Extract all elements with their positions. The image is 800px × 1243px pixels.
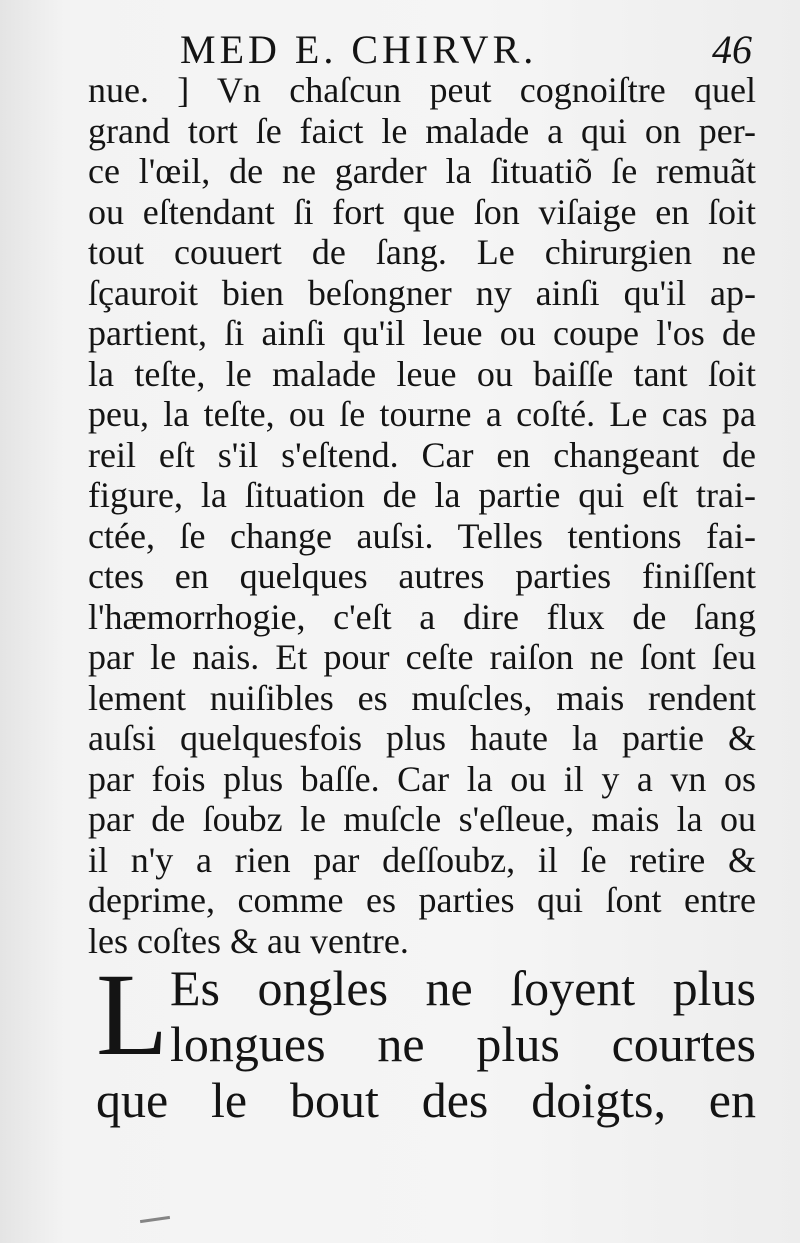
page-number: 46 (712, 27, 752, 72)
text-line: deprime, comme es parties qui ſont entre (88, 880, 756, 920)
text-line: ctée, ſe change auſsi. Telles tentions fai- (88, 515, 756, 556)
section-line: que le bout des doigts, en (96, 1072, 756, 1128)
text-line: tout couuert de ſang. Le chirurgien ne (88, 232, 756, 272)
text-line: ſçauroit bien beſongner ny ainſi qu'il ap- (88, 272, 756, 313)
section-text (96, 960, 756, 1128)
text-line: par le nais. Et pour ceſte raiſon ne ſont ſeu (88, 637, 756, 677)
section-line: Es ongles ne ſoyent plus (170, 960, 756, 1016)
text-line: auſsi quelquesfois plus haute la partie & (88, 718, 756, 758)
text-line-last: les coſtes & au ventre. (88, 920, 409, 961)
text-line: lement nuiſibles es muſcles, mais rendent (88, 677, 756, 718)
text-line: la teſte, le malade leue ou baiſſe tant ſoit (88, 353, 756, 394)
text-line: par fois plus baſſe. Car la ou il y a vn os (88, 758, 756, 799)
text-line: il n'y a rien par deſſoubz, il ſe retire & (88, 839, 756, 880)
running-head: MED E. CHIRVR. (180, 27, 538, 72)
text-line: peu, la teſte, ou ſe tourne a coſté. Le cas pa (88, 394, 756, 434)
text-line: ce l'œil, de ne garder la ſituatiõ ſe remuãt (88, 151, 756, 191)
text-line: figure, la ſituation de la partie qui eſt trai- (88, 475, 756, 515)
text-line: grand tort ſe faict le malade a qui on per- (88, 110, 756, 151)
text-line: nue. ] Vn chaſcun peut cognoiſtre quel (88, 70, 756, 110)
ink-smudge (140, 1216, 170, 1223)
drop-cap-initial: L (96, 949, 169, 1080)
text-line: par de ſoubz le muſcle s'eſleue, mais la ou (88, 799, 756, 839)
text-line: reil eſt s'il s'eſtend. Car en changeant de (88, 434, 756, 475)
text-line: ou eſtendant ſi fort que ſon viſaige en ſoit (88, 191, 756, 232)
body-text (88, 70, 756, 961)
text-line: ctes en quelques autres parties finiſſent (88, 556, 756, 596)
text-line: partient, ſi ainſi qu'il leue ou coupe l'os de (88, 313, 756, 353)
text-line: l'hæmorrhogie, c'eſt a dire flux de ſang (88, 596, 756, 637)
new-section (96, 949, 756, 1128)
section-line: longues ne plus courtes (170, 1016, 756, 1072)
